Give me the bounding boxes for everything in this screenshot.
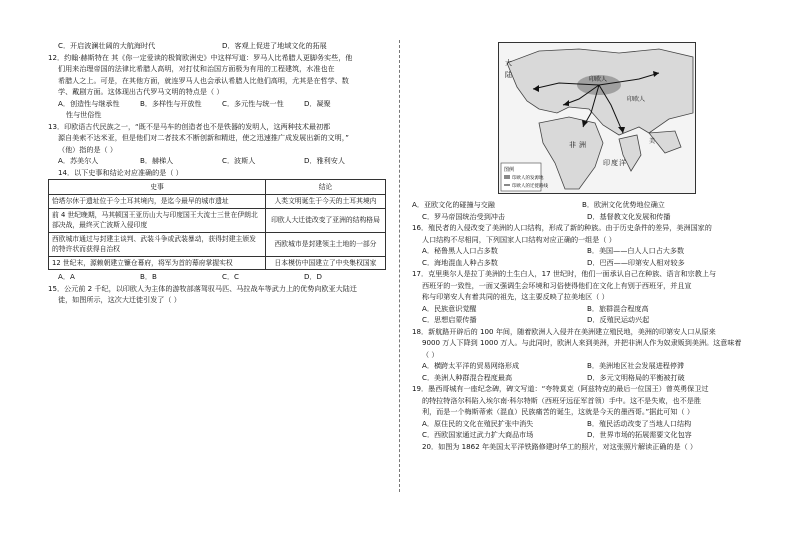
legend-swatch-origin (504, 175, 510, 179)
q12-option-d: D．凝聚 (304, 98, 331, 108)
q19-line: 的特拉特洛尔科陷入埃尔南·科尔特斯（西班牙远征军首领）手中。这不是失败，也不是胜 (422, 395, 701, 405)
q11-option-d: D．客观上促进了地域文化的拓展 (222, 41, 327, 50)
q18-line: 18．新航路开辟后的 100 年间，随着欧洲人入侵并在美洲建立殖民地，美洲的印第安人口从原来 (412, 326, 716, 336)
q13-option-c: C．波斯人 (222, 156, 256, 165)
table-cell-event: 西欧城市通过与封建主谈判、武装斗争或武装暴动，获得封建主颁发的特许状而获得自治权 (49, 232, 266, 256)
q19-option-b: B．殖民活动改变了当地人口结构 (587, 418, 692, 428)
q14-option-b: B．B (140, 272, 157, 281)
q14-stem: 14．以下史事和结论对应准确的是（ ） (58, 167, 183, 177)
table-row (49, 232, 386, 256)
q16-options (412, 245, 752, 257)
q19-options (412, 418, 752, 430)
q15-option-d: D．基督教文化发展和传播 (587, 211, 671, 221)
q13-line: （他）指的是（ ） (58, 144, 118, 154)
table-cell-event: 12 世纪末，源赖朝建立镰仓幕府，将军为首的幕府掌握实权 (49, 256, 266, 270)
q19-option-c: C．西欧国家通过武力扩大商品市场 (422, 430, 534, 439)
q12-option-tail: 性与世俗性 (66, 110, 102, 119)
q16-option-b: B．美国——白人人口占大多数 (587, 246, 685, 255)
map-label: 大 (505, 59, 512, 67)
q12-option-b: B．多样性与开放性 (140, 98, 202, 108)
q18-line: （ ） (422, 349, 439, 359)
q14-option-c: C．C (222, 272, 239, 281)
q17-option-a: A．民族意识觉醒 (422, 303, 477, 313)
q19-line: 利，而是一个梅斯蒂索（混血）民族痛苦的诞生，这就是今天的墨西哥。”据此可知（ ） (422, 407, 694, 416)
q12-line: 学、戴剧方面。这体现出古代罗马文明的特点是（ ） (58, 87, 224, 96)
map-label: 非 (569, 141, 576, 149)
right-column (412, 199, 752, 452)
migration-map (498, 42, 696, 194)
question-16 (412, 222, 752, 268)
q16-options-row2 (412, 257, 752, 269)
q15-option-c: C．罗马帝国统治受到冲击 (422, 211, 505, 221)
q11-option-c: C．开启波澜壮阔的大航海时代 (58, 41, 156, 50)
q16-option-a: A．秘鲁黑人人口占多数 (422, 246, 498, 255)
q16-line: 人口结构不尽相同，下列国家人口结构对应正确的一组是（ ） (422, 234, 616, 244)
table-cell-conclusion: 日本模仿中国建立了中央集权国家 (266, 256, 386, 270)
q18-options-row2 (412, 372, 752, 384)
q13-option-d: D．雅利安人 (304, 156, 345, 165)
map-label: 洋 (619, 159, 626, 167)
column-divider (399, 40, 400, 492)
map-label: 洲 (579, 141, 586, 149)
question-20 (412, 441, 752, 453)
q13-line: 源自美索不达米亚，但是他们对二者技术不断创新和精进，使之迅速推广成发展出新的文明，” (58, 133, 349, 142)
table-cell-event: 前 4 世纪晚期，马其顿国王亚历山大与印度国王大流士三世在伊朗北部决战，最终灭亡波斯入侵印度 (49, 208, 266, 232)
legend-route: 印欧人的迁徙路线 (512, 184, 548, 189)
q15-option-b: B．欧洲文化优势地位确立 (582, 200, 665, 209)
history-table (48, 179, 386, 270)
q17-options (412, 303, 752, 315)
q18-option-a: A．横跨太平洋的贸易网络形成 (422, 361, 520, 370)
table-row (49, 195, 386, 209)
table-row (49, 256, 386, 270)
q18-option-d: D．多元文明格局的平衡被打破 (587, 372, 685, 382)
question-19 (412, 383, 752, 441)
q18-option-c: C．美洲人种群混合程度最高 (422, 372, 513, 382)
q15-options-row2 (412, 211, 752, 223)
q13-option-b: B．赫梯人 (140, 156, 174, 165)
question-18 (412, 326, 752, 384)
q19-options-row2 (412, 429, 752, 441)
q16-option-d: D．巴西——印第安人相对较多 (587, 257, 685, 267)
table-header-event: 史事 (49, 180, 266, 195)
q12-options (48, 98, 386, 110)
table-cell-conclusion: 印欧人大迁徙改变了亚洲的结构格局 (266, 208, 386, 232)
table-cell-event: 恰塔尔休于遗址位于今土耳其境内，是迄今最早的城市遗址 (49, 195, 266, 209)
legend-title: 图例 (504, 167, 515, 173)
q14-option-d: D．D (304, 272, 323, 281)
question-13 (48, 121, 386, 167)
map-label: 陆 (505, 71, 512, 79)
q17-options-row2 (412, 314, 752, 326)
question-12 (48, 52, 386, 121)
map-label: 印欧人 (627, 96, 646, 103)
q17-line: 17．克里奥尔人是拉丁美洲的土生白人，17 世纪时，他们一面承认自己在种族、语言和宗教上与 (412, 269, 717, 278)
q20-line: 20．如图为 1862 年美国太平洋铁路修建时华工的照片，对这张照片解读正确的是（ ） (422, 441, 698, 451)
q15-option-a: A．亚欧文化的碰撞与交融 (412, 200, 495, 209)
q11-options (48, 40, 386, 52)
q12-option-c: C．多元性与统一性 (222, 98, 284, 108)
q12-line: 希腊人之上。可是，在其他方面，就连罗马人也会承认希腊人比他们高明，尤其是在哲学、数 (58, 75, 349, 85)
q17-line: 西班牙的一致性，一面又强调生会环境和习俗使得他们在文化上有别于西班牙，并且宣 (422, 280, 692, 290)
table-header-row (49, 180, 386, 195)
q18-options (412, 360, 752, 372)
question-17 (412, 268, 752, 326)
q17-option-c: C．思想启蒙传播 (422, 315, 477, 324)
q19-option-a: A．原住民的文化在殖民扩张中消失 (422, 418, 534, 428)
q17-line: 称与印第安人有着共同的祖先，这主要反映了拉美地区（ ） (422, 292, 609, 301)
q17-option-d: D．反殖民运动兴起 (587, 315, 650, 324)
question-14 (48, 167, 386, 283)
q14-option-a: A．A (58, 272, 75, 281)
map-label: 度 (611, 159, 618, 167)
map-label: 印欧人 (589, 76, 608, 83)
q14-options (48, 271, 386, 283)
q12-line: 们用来治理帝国的法律比希腊人高明，对打仗和治国方面极为有用的工程建筑，水准也在 (58, 64, 335, 73)
table-cell-conclusion: 西欧城市是封建领主土地的一部分 (266, 232, 386, 256)
table-header-conclusion: 结论 (266, 180, 386, 195)
q13-line: 13．印欧语古代民族之一，“既不是马车的创造者也不是铁器的发明人，这两种技术最初都 (48, 121, 331, 131)
q16-line: 16．殖民者的入侵改变了美洲的人口结构，形成了新的种族。由于历史条件的差异，美洲国家的 (412, 223, 712, 232)
q15-line: 徙，如图所示，这次大迁徙引发了（ ） (58, 295, 181, 304)
map-label: 美 (649, 138, 656, 145)
q15-line: 15．公元前 2 千纪，以印欧人为主体的游牧部落驾驭马匹、马拉战车等武力上的优势向欧亚大陆迁 (48, 283, 357, 293)
table-row (49, 208, 386, 232)
q19-option-d: D．世界市场的拓展需要文化包容 (587, 430, 692, 439)
question-15 (48, 283, 386, 306)
legend-origin: 印欧人的发源地 (512, 176, 544, 181)
table-cell-conclusion: 人类文明诞生于今天的土耳其境内 (266, 195, 386, 209)
q12-option-a: A．创造性与继承性 (58, 98, 120, 108)
map-drawing (499, 43, 695, 193)
q15-options (412, 199, 752, 211)
q13-options (48, 155, 386, 167)
q13-option-a: A．苏美尔人 (58, 156, 99, 165)
q18-line: 9000 万人下降到 1000 万人。与此同时，欧洲人来到美洲，并把非洲人作为奴隶贩到美洲。这意味着 (422, 338, 742, 347)
left-column (48, 40, 386, 306)
q16-option-c: C．海地混血人种占多数 (422, 257, 498, 267)
q17-option-b: B．旅群混合程度高 (587, 303, 649, 313)
q12-line: 12．约翰·赫斯特在 其《你一定爱读的极简欧洲史》中这样写道：罗马人比希腊人更脚务实些，他 (48, 52, 353, 62)
q18-option-b: B．美洲地区社会发展进程停滞 (587, 361, 685, 370)
map-label: 印 (603, 159, 610, 167)
q19-line: 19．墨西哥城有一座纪念碑，碑文写道：“夸特莫克（阿兹特克的最后一位国王）曾英勇保卫过 (412, 384, 709, 393)
